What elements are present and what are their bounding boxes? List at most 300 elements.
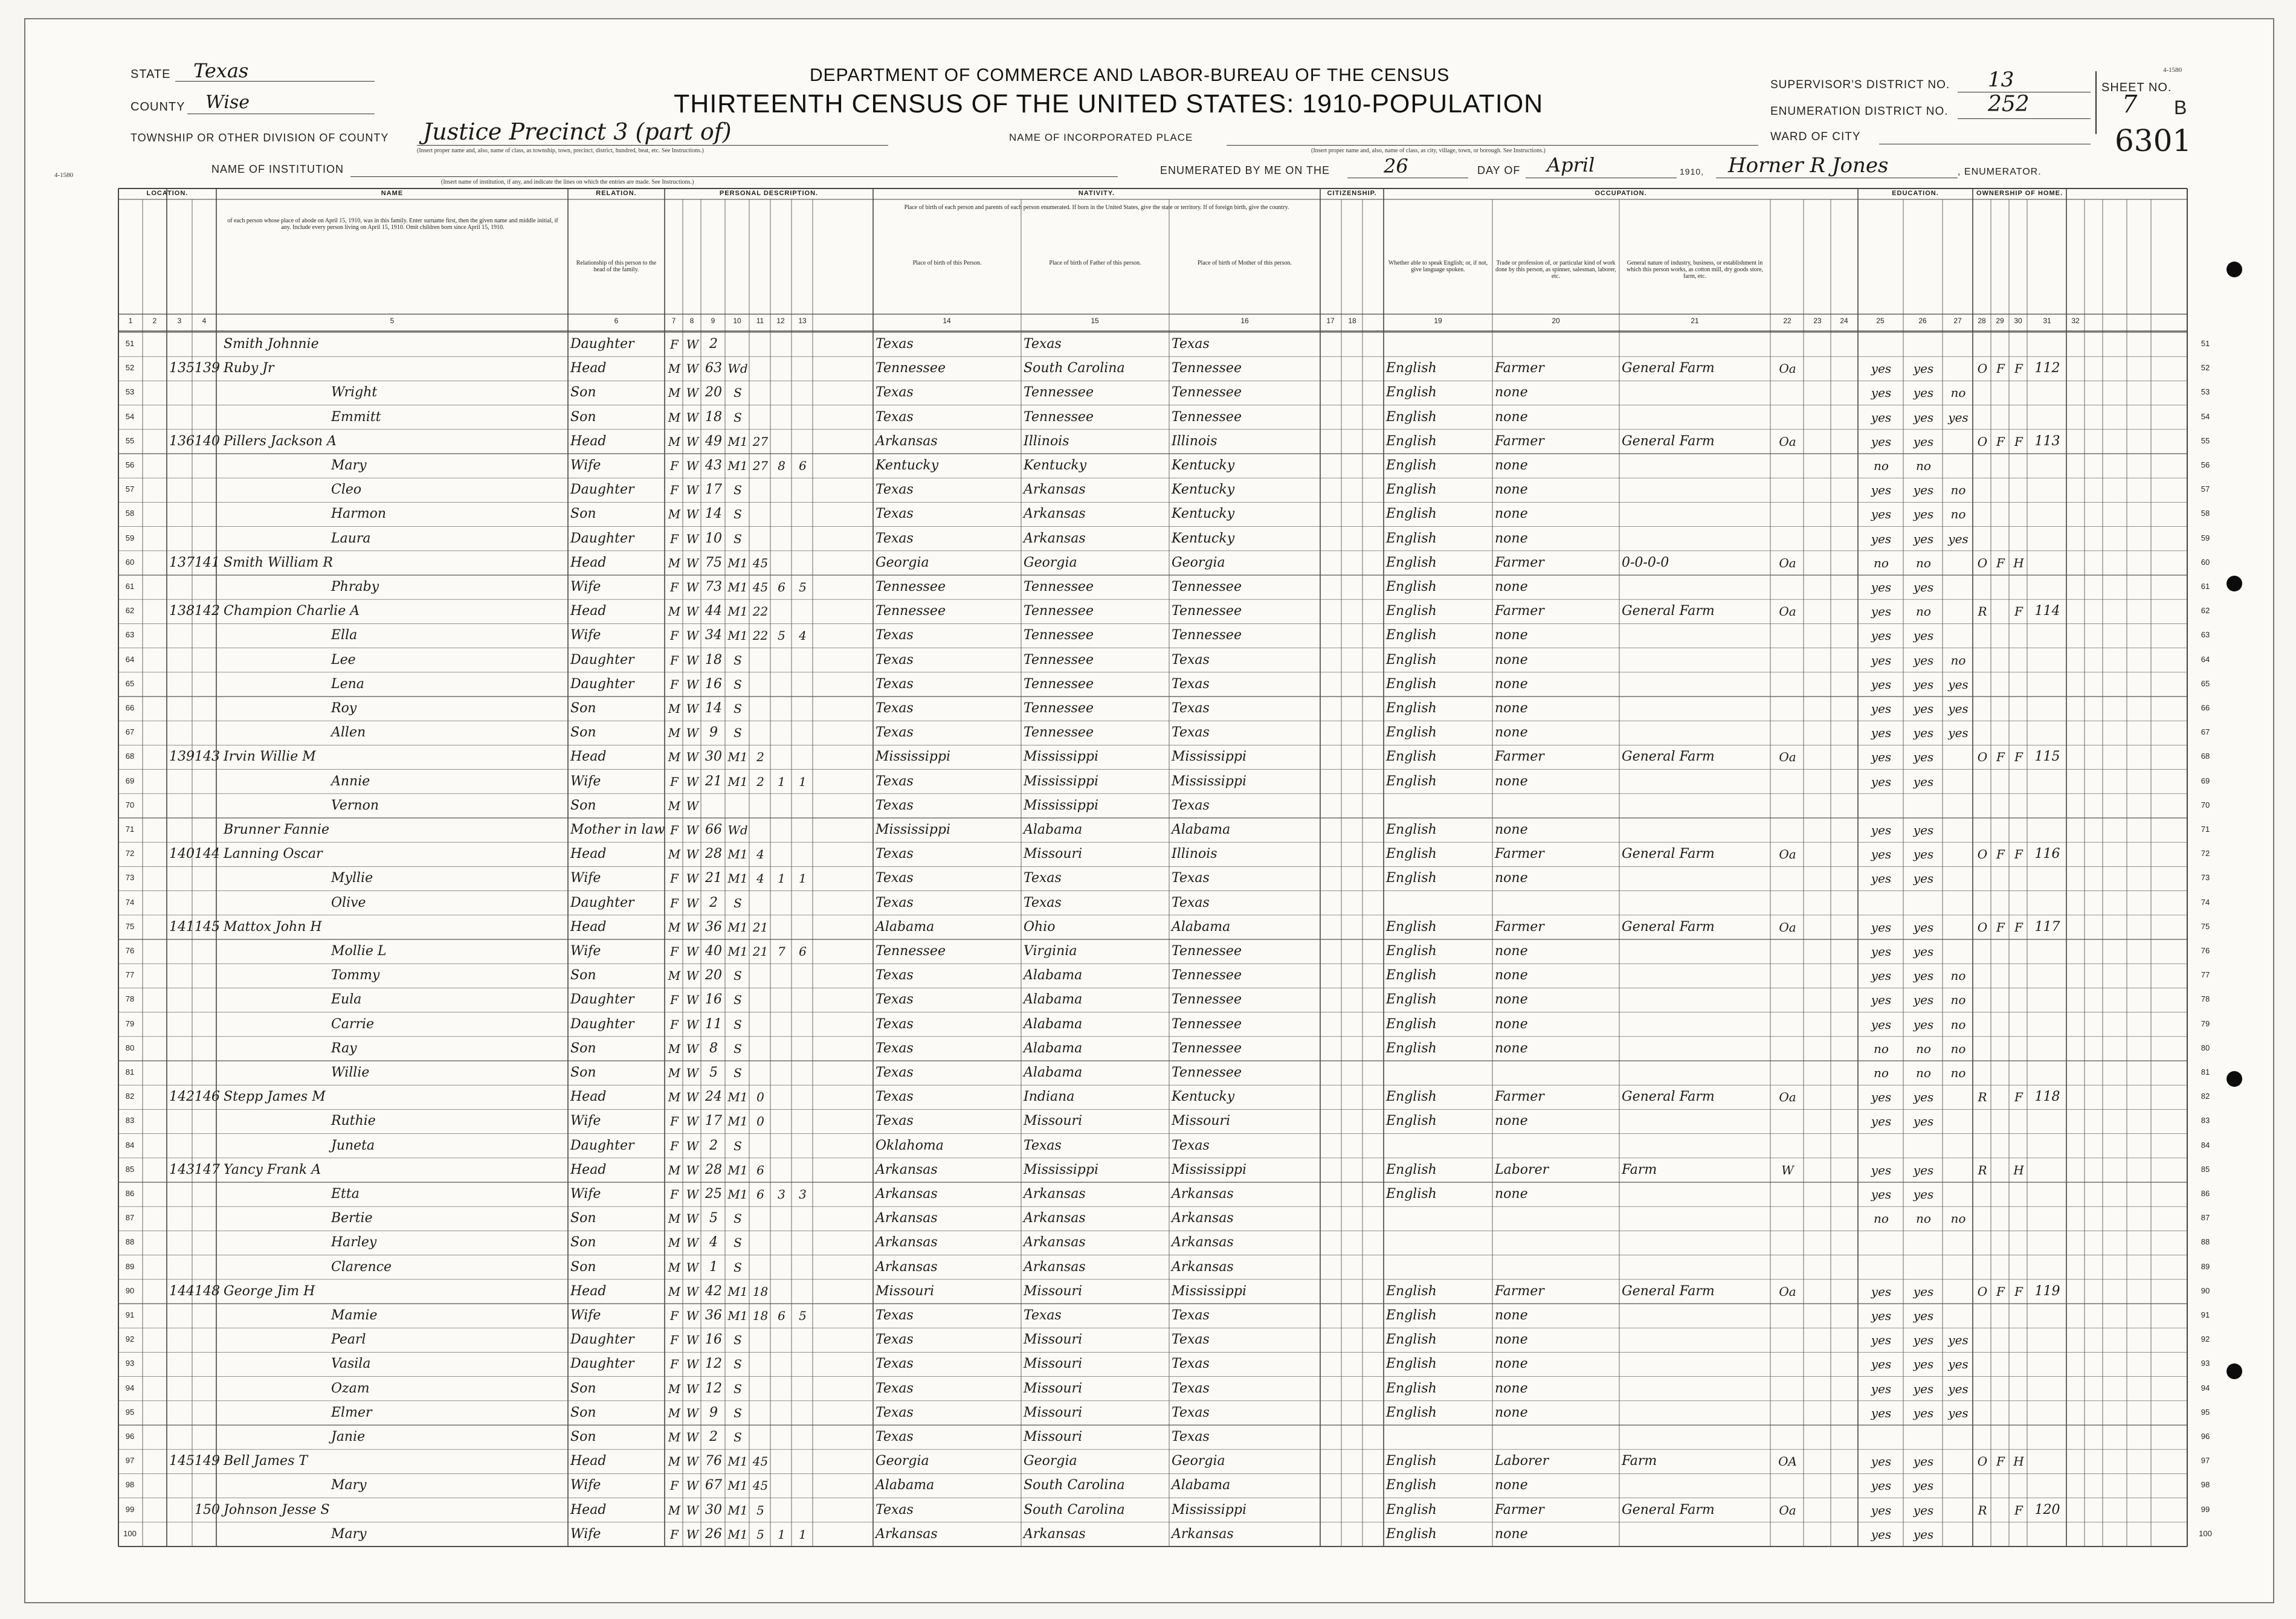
cell-relation: Head: [570, 361, 607, 376]
cell-sex: M: [668, 361, 681, 376]
cell-father: South Carolina: [1024, 1478, 1125, 1493]
cell-name: Mary: [331, 1478, 367, 1493]
line-number-right: 82: [2201, 1092, 2210, 1101]
column-number: 13: [798, 317, 807, 325]
cell-mother: Alabama: [1172, 822, 1231, 837]
line-number: 52: [125, 363, 135, 373]
cell-trade: none: [1495, 944, 1528, 959]
cell-farm: 114: [2034, 604, 2060, 619]
cell-industry: 0-0-0-0: [1622, 555, 1669, 570]
column-number: 25: [1876, 317, 1885, 325]
cell-lang: English: [1386, 1089, 1437, 1105]
cell-living: 3: [799, 1187, 807, 1202]
line-number-right: 54: [2201, 411, 2210, 421]
cell-father: Missouri: [1024, 1380, 1083, 1396]
cell-mother: Texas: [1172, 797, 1210, 813]
enumerator-name: Horner R Jones: [1728, 153, 1889, 178]
cell-read: yes: [1871, 628, 1892, 643]
cell-race: W: [686, 434, 699, 449]
cell-write: yes: [1913, 410, 1934, 425]
cell-race: W: [686, 580, 699, 594]
cell-father: Arkansas: [1024, 482, 1086, 498]
line-number-right: 64: [2201, 654, 2210, 664]
cell-marital: S: [734, 968, 742, 983]
cell-birth: Texas: [876, 992, 914, 1008]
cell-relation: Son: [570, 1211, 596, 1226]
cell-sex: M: [668, 750, 681, 765]
cell-relation: Son: [570, 1429, 596, 1444]
cell-lang: English: [1386, 409, 1437, 425]
cell-marital: M1: [727, 1162, 748, 1177]
cell-read: yes: [1871, 726, 1892, 741]
cell-name: Mary: [331, 1526, 367, 1542]
cell-relation: Mother in law: [570, 822, 665, 837]
column-number: 8: [689, 317, 694, 325]
cell-sex: F: [670, 483, 679, 498]
cell-birth: Texas: [876, 628, 914, 643]
cell-trade: Farmer: [1495, 433, 1544, 449]
cell-lang: English: [1386, 1186, 1437, 1202]
cell-mother: Kentucky: [1172, 482, 1235, 498]
cell-birth: Texas: [876, 895, 914, 910]
line-number: 54: [125, 411, 135, 421]
cell-name: Roy: [331, 701, 357, 716]
cell-lang: English: [1386, 604, 1437, 619]
line-number-right: 93: [2201, 1359, 2210, 1368]
line-number: 68: [125, 752, 135, 761]
cell-father: Arkansas: [1024, 1235, 1086, 1250]
cell-write: yes: [1913, 1381, 1934, 1396]
column-number: 21: [1691, 317, 1699, 325]
cell-sex: M: [668, 1066, 681, 1080]
cell-relation: Head: [570, 1502, 607, 1518]
cell-relation: Son: [570, 1259, 596, 1275]
cell-marital: M1: [727, 919, 748, 935]
cell-age: 2: [709, 1429, 718, 1444]
cell-name: Yancy Frank A: [224, 1162, 321, 1177]
cell-birth: Texas: [876, 773, 914, 789]
cell-marital: M1: [727, 1478, 748, 1493]
state-label: STATE: [131, 68, 171, 81]
cell-write: yes: [1913, 1090, 1934, 1105]
cell-mother: Mississippi: [1172, 749, 1246, 765]
line-number: 93: [125, 1359, 135, 1368]
cell-mother: Tennessee: [1172, 361, 1242, 376]
cell-married-years: 0: [756, 1114, 764, 1129]
cell-dwelling: 136: [169, 433, 195, 449]
cell-married-years: 27: [752, 459, 769, 473]
cell-race: W: [686, 604, 699, 619]
cell-father: Texas: [1024, 871, 1062, 886]
column-number: 27: [1953, 317, 1962, 325]
cell-read: yes: [1871, 507, 1892, 522]
cell-write: yes: [1913, 774, 1934, 789]
cell-age: 4: [709, 1235, 718, 1250]
cell-age: 8: [709, 1040, 718, 1056]
cell-marital: M1: [727, 1308, 748, 1323]
cell-father: Missouri: [1024, 1113, 1083, 1129]
cell-read: yes: [1871, 652, 1892, 668]
column-number: 11: [756, 317, 764, 325]
cell-birth: Texas: [876, 846, 914, 862]
punch-hole: [2227, 1071, 2242, 1087]
cell-age: 76: [705, 1453, 722, 1469]
line-number: 51: [125, 339, 135, 348]
cell-marital: S: [734, 1260, 742, 1275]
cell-birth: Texas: [876, 1380, 914, 1396]
column-number: 20: [1552, 317, 1560, 325]
cell-family: 139: [195, 361, 220, 376]
line-number: 89: [125, 1261, 135, 1271]
line-number: 82: [125, 1092, 135, 1101]
cell-father: Mississippi: [1024, 797, 1098, 813]
line-number-right: 70: [2201, 800, 2210, 810]
cell-father: Texas: [1024, 1138, 1062, 1153]
cell-father: Tennessee: [1024, 676, 1094, 692]
cell-mother: Texas: [1172, 725, 1210, 741]
line-number-right: 84: [2201, 1140, 2210, 1150]
cell-read: yes: [1871, 1187, 1892, 1202]
cell-trade: none: [1495, 1356, 1528, 1372]
cell-industry: General Farm: [1622, 361, 1715, 376]
cell-relation: Head: [570, 604, 607, 619]
cell-write: yes: [1913, 628, 1934, 643]
cell-write: yes: [1913, 944, 1934, 959]
cell-married-years: 45: [752, 555, 769, 570]
cell-marital: M1: [727, 1114, 748, 1129]
cell-marital: S: [734, 1211, 742, 1226]
cell-write: yes: [1913, 1502, 1934, 1518]
cell-age: 26: [705, 1526, 722, 1542]
cell-marital: S: [734, 993, 742, 1008]
cell-write: yes: [1913, 1478, 1934, 1493]
cell-father: Ohio: [1024, 919, 1056, 935]
cell-name: Mamie: [331, 1308, 378, 1323]
cell-race: W: [686, 944, 699, 959]
cell-mother: Tennessee: [1172, 968, 1242, 983]
cell-race: W: [686, 1041, 699, 1056]
cell-sex: M: [668, 604, 681, 619]
cell-farm: 116: [2034, 846, 2060, 862]
cell-race: W: [686, 628, 699, 643]
cell-write: yes: [1913, 1187, 1934, 1202]
column-number: 28: [1978, 317, 1986, 325]
column-number: 26: [1918, 317, 1927, 325]
cell-trade: Farmer: [1495, 919, 1544, 935]
cell-name: Ella: [331, 628, 358, 643]
cell-sex: M: [668, 410, 681, 425]
cell-age: 16: [705, 992, 722, 1008]
cell-name: Allen: [331, 725, 366, 741]
cell-father: Arkansas: [1024, 530, 1086, 546]
cell-birth: Texas: [876, 409, 914, 425]
sheet-number: 7: [2122, 91, 2138, 118]
cell-birth: Texas: [876, 725, 914, 741]
cell-own: O: [1977, 555, 1988, 570]
cell-marital: M1: [727, 944, 748, 959]
cell-marital: M1: [727, 604, 748, 619]
cell-sex: M: [668, 1235, 681, 1250]
cell-lang: English: [1386, 361, 1437, 376]
cell-write: yes: [1913, 1527, 1934, 1542]
cell-mother: Texas: [1172, 1308, 1210, 1323]
cell-name: Willie: [331, 1065, 370, 1080]
cell-name: Brunner Fannie: [224, 822, 330, 837]
cell-sex: F: [670, 774, 679, 789]
cell-relation: Wife: [570, 628, 601, 643]
cell-marital: M1: [727, 847, 748, 862]
line-number-right: 83: [2201, 1116, 2210, 1125]
cell-father: Georgia: [1024, 555, 1077, 570]
cell-marital: S: [734, 1138, 742, 1153]
cell-name: Pearl: [331, 1332, 366, 1348]
cell-age: 40: [705, 944, 722, 959]
form-code: 4-1580: [2163, 66, 2182, 74]
cell-industry: General Farm: [1622, 749, 1715, 765]
cell-name: Pillers Jackson A: [224, 433, 337, 449]
cell-sex: F: [670, 628, 679, 643]
cell-married-years: 4: [756, 871, 764, 886]
cell-marital: S: [734, 726, 742, 741]
cell-house: F: [2014, 1502, 2023, 1518]
cell-marital: S: [734, 1430, 742, 1444]
cell-relation: Head: [570, 1089, 607, 1105]
cell-father: Virginia: [1024, 944, 1077, 959]
cell-father: Tennessee: [1024, 701, 1094, 716]
cell-relation: Wife: [570, 944, 601, 959]
cell-write: yes: [1913, 1357, 1934, 1372]
cell-lang: English: [1386, 944, 1437, 959]
cell-marital: M1: [727, 580, 748, 594]
cell-sex: M: [668, 507, 681, 522]
cell-read: yes: [1871, 1284, 1892, 1299]
cell-relation: Daughter: [570, 992, 634, 1008]
cell-race: W: [686, 1162, 699, 1177]
line-number-right: 56: [2201, 460, 2210, 469]
line-number-right: 94: [2201, 1383, 2210, 1392]
incorporated-label: NAME OF INCORPORATED PLACE: [1009, 132, 1193, 143]
cell-mother: Mississippi: [1172, 773, 1246, 789]
cell-read: yes: [1871, 385, 1892, 401]
cell-marital: M1: [727, 434, 748, 449]
line-number: 98: [125, 1480, 135, 1490]
cell-living: 1: [799, 871, 807, 886]
cell-married-years: 27: [752, 434, 769, 449]
cell-lang: English: [1386, 1040, 1437, 1056]
cell-trade: Laborer: [1495, 1453, 1549, 1469]
cell-age: 12: [705, 1356, 722, 1372]
cell-age: 34: [705, 628, 722, 643]
cell-relation: Son: [570, 1235, 596, 1250]
cell-read: no: [1874, 1211, 1889, 1226]
township-value: Justice Precinct 3 (part of): [423, 118, 732, 145]
cell-race: W: [686, 1017, 699, 1032]
column-number: 30: [2014, 317, 2022, 325]
column-description: General nature of industry, business, or establishment in which this person works, as cotton mill, dry goods store, farm, etc.: [1626, 260, 1764, 280]
cell-trade: none: [1495, 1308, 1528, 1323]
cell-mother: Kentucky: [1172, 506, 1235, 522]
sheet-letter: B: [2174, 97, 2188, 118]
cell-house: H: [2013, 1162, 2024, 1177]
cell-father: Missouri: [1024, 1429, 1083, 1444]
cell-age: 2: [709, 336, 718, 352]
cell-emp: Oa: [1779, 919, 1796, 935]
cell-name: Smith William R: [224, 555, 333, 570]
cell-write: yes: [1913, 1454, 1934, 1469]
cell-school: yes: [1948, 726, 1969, 741]
cell-race: W: [686, 1090, 699, 1105]
cell-trade: Farmer: [1495, 1089, 1544, 1105]
cell-age: 14: [705, 701, 722, 716]
cell-name: Bell James T: [224, 1453, 308, 1469]
enumerated-day: 26: [1384, 155, 1408, 178]
cell-father: Tennessee: [1024, 409, 1094, 425]
cell-mother: Alabama: [1172, 1478, 1231, 1493]
group-heading: PERSONAL DESCRIPTION.: [719, 190, 819, 197]
line-number-right: 69: [2201, 776, 2210, 785]
cell-mother: Kentucky: [1172, 530, 1235, 546]
cell-born: 1: [778, 1527, 785, 1542]
cell-mother: Texas: [1172, 676, 1210, 692]
cell-family: 144: [195, 846, 220, 862]
line-number-right: 59: [2201, 533, 2210, 542]
cell-read: yes: [1871, 580, 1892, 594]
cell-mother: Tennessee: [1172, 1040, 1242, 1056]
line-number: 84: [125, 1140, 135, 1150]
cell-marital: M1: [727, 871, 748, 886]
line-number-right: 72: [2201, 849, 2210, 858]
cell-write: yes: [1913, 434, 1934, 449]
cell-read: yes: [1871, 1357, 1892, 1372]
cell-mother: Mississippi: [1172, 1283, 1246, 1299]
cell-read: yes: [1871, 1308, 1892, 1323]
line-number-right: 78: [2201, 994, 2210, 1004]
cell-race: W: [686, 1357, 699, 1372]
cell-marital: S: [734, 1066, 742, 1080]
cell-name: Lee: [331, 652, 356, 668]
enumerated-month: April: [1547, 153, 1595, 176]
cell-age: 43: [705, 458, 722, 473]
cell-birth: Mississippi: [876, 749, 950, 765]
cell-write: no: [1916, 1211, 1931, 1226]
column-number: 15: [1091, 317, 1099, 325]
cell-trade: none: [1495, 628, 1528, 643]
cell-lang: English: [1386, 1162, 1437, 1177]
cell-birth: Alabama: [876, 1478, 935, 1493]
township-note: (Insert proper name and, also, name of class, as township, town, precinct, district, hundred, beat, etc. See Instructions.): [417, 147, 704, 154]
cell-race: W: [686, 1284, 699, 1299]
cell-read: yes: [1871, 434, 1892, 449]
cell-sex: F: [670, 871, 679, 886]
cell-school: no: [1950, 385, 1966, 401]
column-number: 23: [1813, 317, 1822, 325]
cell-race: W: [686, 774, 699, 789]
line-number: 79: [125, 1019, 135, 1028]
cell-marital: S: [734, 1041, 742, 1056]
cell-sex: M: [668, 1381, 681, 1396]
line-number: 75: [125, 921, 135, 931]
cell-relation: Daughter: [570, 336, 634, 352]
cell-relation: Wife: [570, 871, 601, 886]
cell-trade: none: [1495, 1332, 1528, 1348]
cell-read: yes: [1871, 750, 1892, 765]
column-number: 31: [2043, 317, 2051, 325]
cell-lang: English: [1386, 1332, 1437, 1348]
cell-sex: M: [668, 1502, 681, 1518]
line-number: 76: [125, 946, 135, 955]
cell-write: yes: [1913, 968, 1934, 983]
cell-read: yes: [1871, 1017, 1892, 1032]
year-label: 1910,: [1680, 167, 1704, 176]
line-number: 63: [125, 630, 135, 640]
cell-trade: none: [1495, 1526, 1528, 1542]
cell-living: 1: [799, 1527, 807, 1542]
cell-name: Johnson Jesse S: [224, 1502, 330, 1518]
cell-relation: Daughter: [570, 895, 634, 910]
cell-name: Ray: [331, 1040, 357, 1056]
cell-marital: M1: [727, 1502, 748, 1518]
cell-birth: Texas: [876, 1016, 914, 1032]
cell-name: Mattox John H: [224, 919, 322, 935]
line-number: 87: [125, 1213, 135, 1223]
line-number-right: 96: [2201, 1432, 2210, 1441]
cell-race: W: [686, 1430, 699, 1444]
cell-lang: English: [1386, 579, 1437, 594]
cell-race: W: [686, 1114, 699, 1129]
cell-lang: English: [1386, 1502, 1437, 1518]
cell-father: Arkansas: [1024, 1526, 1086, 1542]
cell-father: Indiana: [1024, 1089, 1075, 1105]
cell-trade: Farmer: [1495, 1283, 1544, 1299]
column-description: Relationship of this person to the head of the family.: [576, 260, 657, 273]
line-number-right: 76: [2201, 946, 2210, 955]
cell-industry: General Farm: [1622, 846, 1715, 862]
cell-born: 5: [778, 628, 785, 643]
cell-race: W: [686, 750, 699, 765]
cell-age: 20: [705, 385, 722, 401]
enumerated-label: ENUMERATED BY ME ON THE: [1160, 164, 1330, 176]
cell-marital: M1: [727, 774, 748, 789]
cell-free: F: [1996, 1454, 2005, 1469]
supervisor-value: 13: [1988, 68, 2014, 92]
cell-married-years: 2: [756, 774, 764, 789]
cell-sex: F: [670, 1308, 679, 1323]
census-title: THIRTEENTH CENSUS OF THE UNITED STATES: 1910-POPULATION: [674, 89, 1544, 118]
cell-relation: Wife: [570, 1113, 601, 1129]
cell-birth: Texas: [876, 676, 914, 692]
line-number-right: 99: [2201, 1504, 2210, 1514]
cell-mother: Texas: [1172, 1405, 1210, 1420]
cell-marital: M1: [727, 1527, 748, 1542]
line-number: 59: [125, 533, 135, 542]
cell-emp: W: [1781, 1162, 1794, 1177]
cell-read: yes: [1871, 774, 1892, 789]
cell-age: 1: [709, 1259, 718, 1275]
cell-write: yes: [1913, 677, 1934, 692]
cell-trade: none: [1495, 1016, 1528, 1032]
cell-emp: Oa: [1779, 361, 1796, 376]
cell-race: W: [686, 895, 699, 910]
cell-read: yes: [1871, 483, 1892, 498]
cell-relation: Wife: [570, 1526, 601, 1542]
cell-age: 18: [705, 409, 722, 425]
cell-family: 149: [195, 1453, 220, 1469]
cell-trade: none: [1495, 968, 1528, 983]
cell-relation: Son: [570, 1405, 596, 1420]
line-number: 92: [125, 1334, 135, 1344]
cell-sex: M: [668, 1405, 681, 1420]
cell-relation: Son: [570, 1065, 596, 1080]
